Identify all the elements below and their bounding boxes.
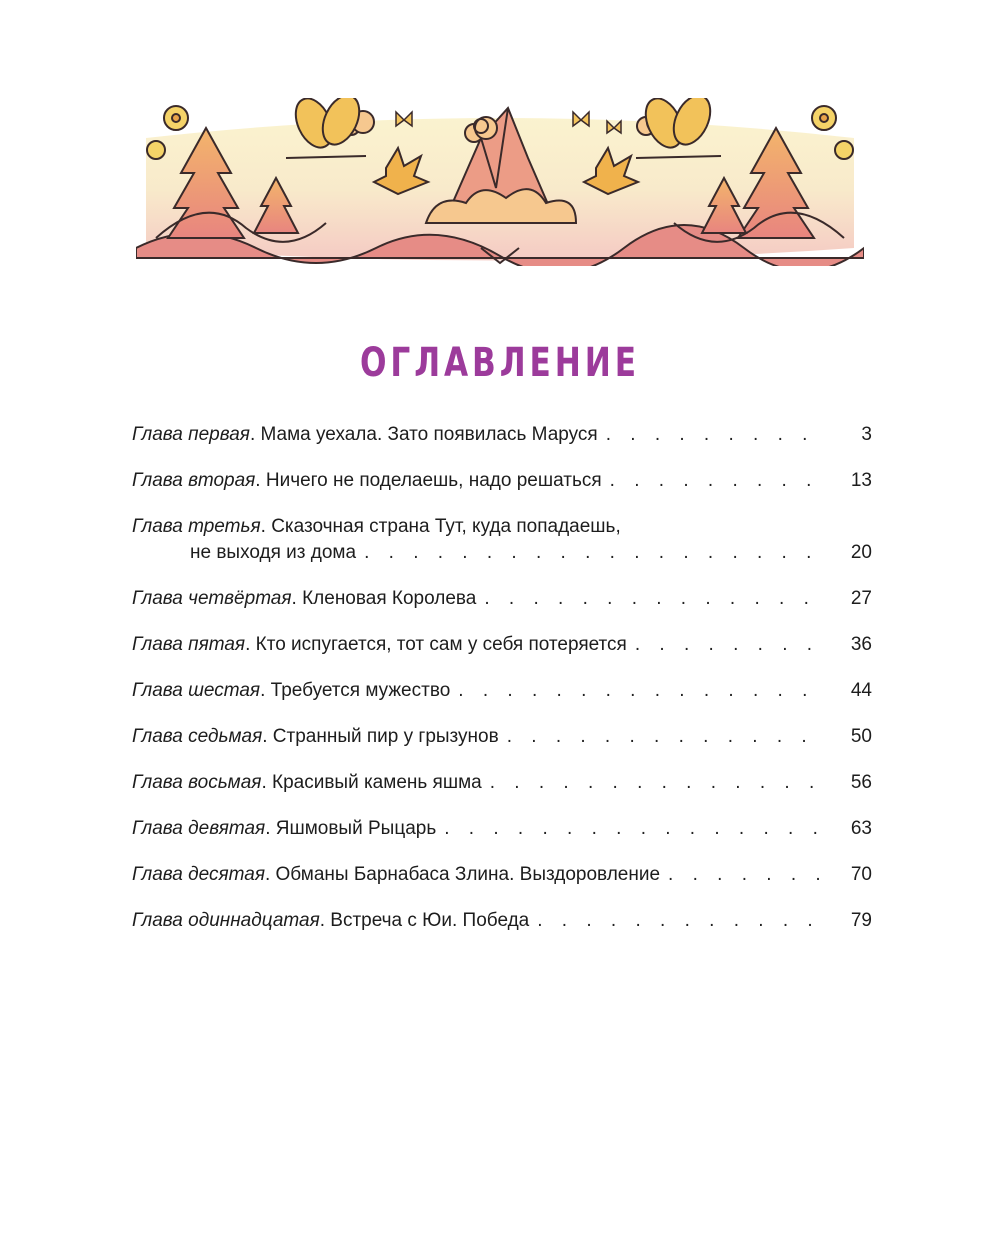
page-number: 50	[850, 726, 872, 747]
chapter-label: Глава третья	[132, 516, 261, 537]
chapter-title: Требуется мужество	[270, 680, 451, 701]
chapter-label: Глава пятая	[132, 634, 246, 655]
toc-entry[interactable]: Глава четвёртая . Кленовая Королева . . . 27	[132, 586, 872, 632]
page-title: ОГЛАВЛЕНИЕ	[359, 340, 640, 386]
page-number: 70	[850, 864, 872, 885]
chapter-title: Ничего не поделаешь, надо решаться	[265, 470, 602, 491]
chapter-title: Обманы Барнабаса Злина. Выздоровление	[275, 864, 661, 885]
dot-leader	[490, 770, 820, 796]
page-number: 20	[850, 542, 872, 563]
page-number: 79	[850, 910, 872, 931]
dot-leader	[364, 540, 820, 566]
chapter-label: Глава вторая	[132, 470, 256, 491]
dot-leader	[458, 678, 820, 704]
chapter-label: Глава восьмая	[132, 772, 262, 793]
toc-entry[interactable]: Глава восьмая . Красивый камень яшма . . . 56	[132, 770, 872, 816]
dot-leader	[444, 816, 820, 842]
chapter-title: Кто испугается, тот сам у себя потеряется	[255, 634, 627, 655]
chapter-label: Глава десятая	[132, 864, 265, 885]
chapter-label: Глава девятая	[132, 818, 266, 839]
page-number: 36	[850, 634, 872, 655]
toc-entry[interactable]: Глава девятая . Яшмовый Рыцарь . . . 63	[132, 816, 872, 862]
chapter-title: Встреча с Юи. Победа	[330, 910, 530, 931]
chapter-title: Красивый камень яшма	[272, 772, 482, 793]
chapter-label: Глава четвёртая	[132, 588, 292, 609]
chapter-label: Глава одиннадцатая	[132, 910, 320, 931]
ornament-banner	[136, 98, 864, 266]
chapter-label: Глава седьмая	[132, 726, 263, 747]
toc-entry[interactable]: Глава вторая . Ничего не поделаешь, надо решаться . . . 13	[132, 468, 872, 514]
chapter-label: Глава шестая	[132, 680, 261, 701]
page-number: 56	[850, 772, 872, 793]
page-number: 63	[850, 818, 872, 839]
chapter-title: Яшмовый Рыцарь	[275, 818, 437, 839]
dot-leader	[610, 468, 820, 494]
chapter-title: Мама уехала. Зато появилась Маруся	[260, 424, 598, 445]
toc-entry[interactable]: Глава третья . Сказочная страна Тут, куда попадаешь, не выходя из дома . . . 20	[132, 514, 872, 586]
toc-entry[interactable]: Глава шестая . Требуется мужество . . . 44	[132, 678, 872, 724]
toc-entry[interactable]: Глава первая . Мама уехала. Зато появилась Маруся . . . 3	[132, 422, 872, 468]
toc-entry[interactable]: Глава одиннадцатая . Встреча с Юи. Победа . . . 79	[132, 908, 872, 954]
chapter-title: Кленовая Королева	[302, 588, 477, 609]
dot-leader	[668, 862, 820, 888]
toc-entry[interactable]: Глава седьмая . Странный пир у грызунов . . . 50	[132, 724, 872, 770]
chapter-title: Сказочная страна Тут, куда попадаешь,	[271, 516, 621, 537]
chapter-title: Странный пир у грызунов	[272, 726, 499, 747]
toc-entry[interactable]: Глава десятая . Обманы Барнабаса Злина. Выздоровление . . . 70	[132, 862, 872, 908]
dot-leader	[484, 586, 820, 612]
dot-leader	[606, 422, 820, 448]
chapter-title-continued: не выходя из дома	[190, 542, 357, 563]
dot-leader	[635, 632, 820, 658]
dot-leader	[507, 724, 820, 750]
toc-entry[interactable]: Глава пятая . Кто испугается, тот сам у себя потеряется . . . 36	[132, 632, 872, 678]
page-number: 44	[850, 680, 872, 701]
page-number: 27	[850, 588, 872, 609]
chapter-label: Глава первая	[132, 424, 250, 445]
page-number: 13	[850, 470, 872, 491]
dot-leader	[537, 908, 820, 934]
table-of-contents	[132, 422, 872, 954]
page-number: 3	[861, 424, 872, 445]
